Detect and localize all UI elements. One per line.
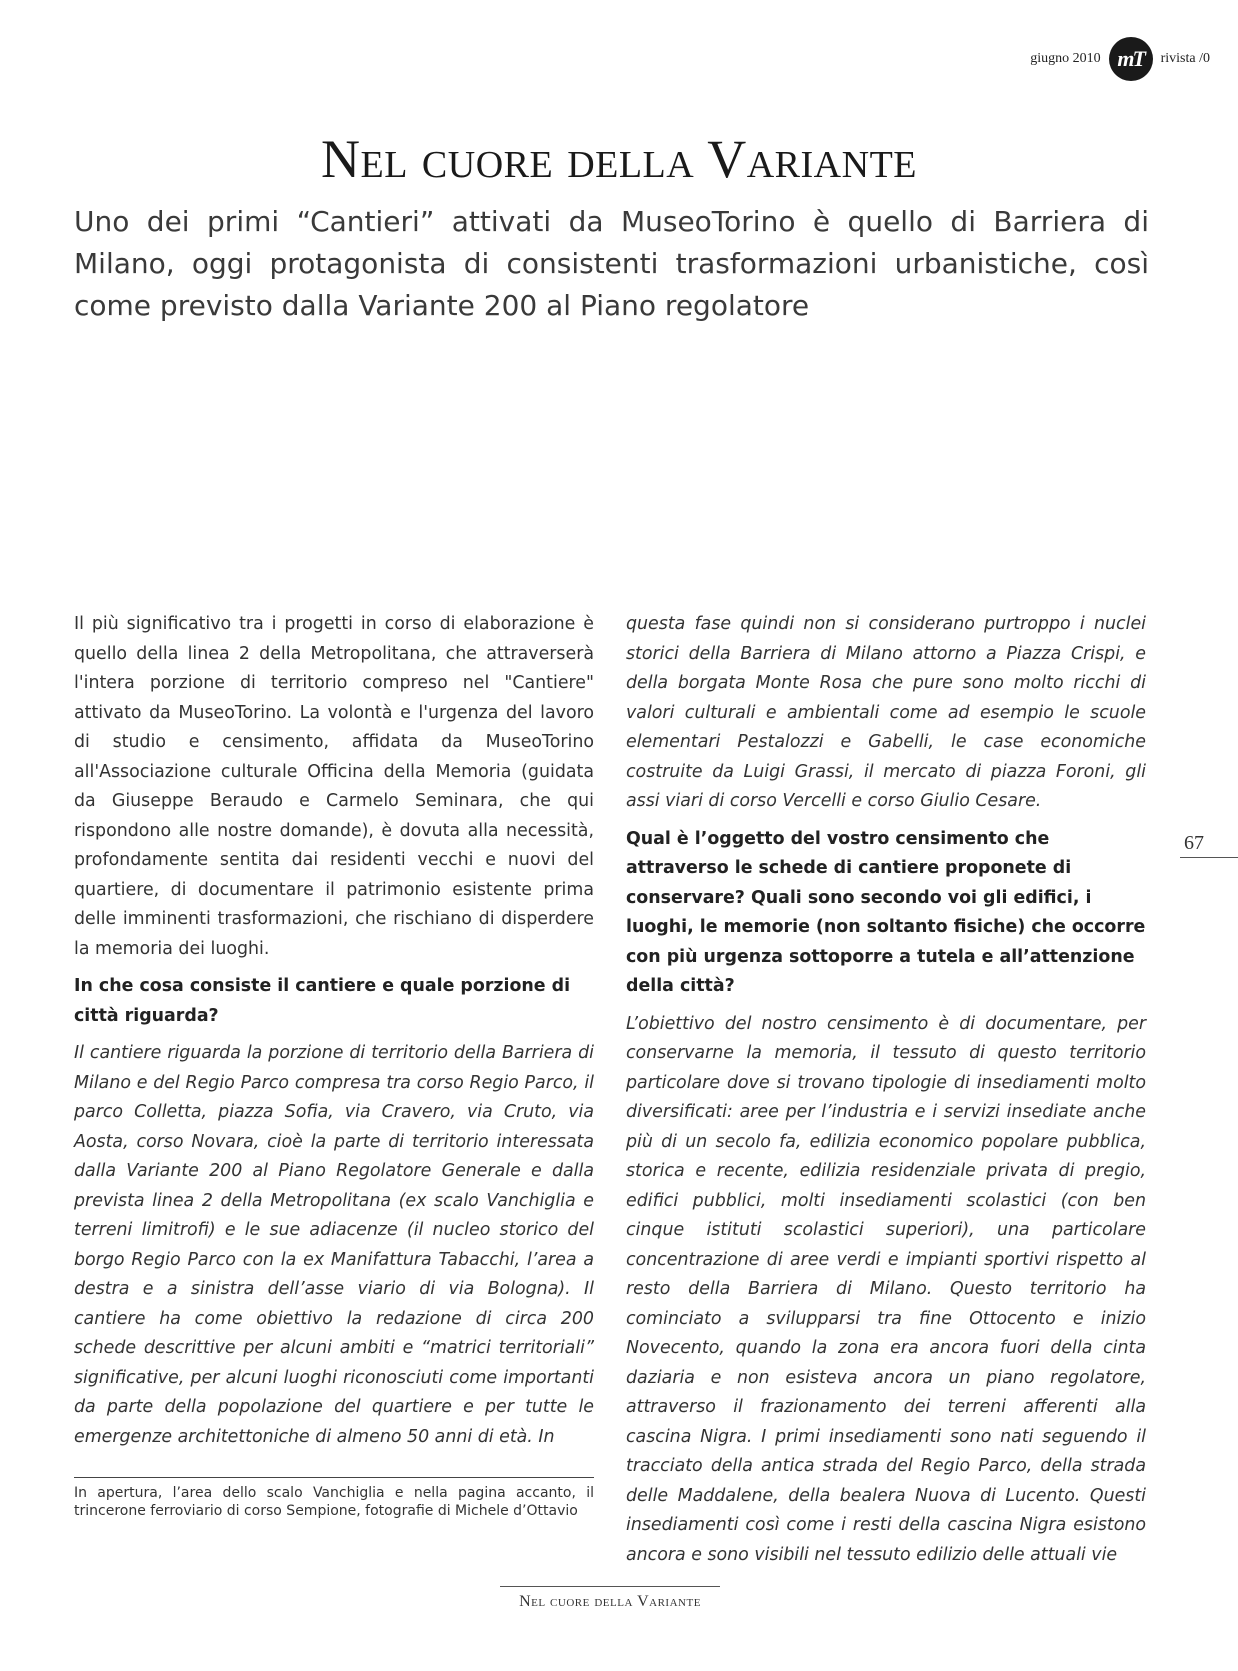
answer-1: Il cantiere riguarda la porzione di territorio della Barriera di Milano e del Regio Parco compresa tra corso Regio Parco, il parco Colletta, piazza Sofia, via Cravero, via Cruto, via Aosta, corso Novara, cioè la parte di territorio interessata dalla Variante 200 al Piano Regolatore Generale e dalla prevista linea 2 della Metropolitana (ex scalo Vanchiglia e terreni limitrofi) e le sue adiacenze (il nucleo storico del borgo Regio Parco con la ex Manifattura Tabacchi, l’area a destra e a sinistra dell’asse viario di via Bologna). Il cantiere ha come obiettivo la redazione di circa 200 schede descrittive per alcuni ambiti e “matrici territoriali” significative, per alcuni luoghi riconosciuti come importanti da parte della popolazione del quartiere e per tutte le emergenze architettoniche di almeno 50 anni di età. In [74, 1043, 594, 1447]
issue-date: giugno 2010 [1030, 51, 1101, 66]
running-footer: Nel cuore della Variante [500, 1586, 720, 1611]
magazine-logo [1109, 37, 1153, 81]
intro-paragraph: Il più significativo tra i progetti in corso di elaborazione è quello della linea 2 della Metropolitana, che attraverserà l'intera porzione di territorio compreso nel "Cantiere" attivato da MuseoTorino. La volontà e l'urgenza del lavoro di studio e censimento, affidata da MuseoTorino all'Associazione culturale Officina della Memoria (guidata da Giuseppe Beraudo e Carmelo Seminara, che qui rispondono alle nostre domande), è dovuta alla necessità, profondamente sentita dai residenti vecchi e nuovi del quartiere, di documentare il patrimonio esistente prima delle imminenti trasformazioni, che rischiano di disperdere la memoria dei luoghi. [74, 614, 594, 959]
photo-caption: In apertura, l’area dello scalo Vanchiglia e nella pagina accanto, il trincerone ferroviario di corso Sempione, fotografie di Michele d’Ottavio [74, 1477, 594, 1520]
answer-2: L’obiettivo del nostro censimento è di documentare, per conservarne la memoria, il tessuto di questo territorio particolare dove si trovano tipologie di insediamenti molto diversificati: aree per l’industria e i servizi insediate anche più di un secolo fa, edilizia economico popolare pubblica, storica e recente, edilizia residenziale privata di pregio, edifici pubblici, molti insediamenti scolastici (con ben cinque istituti scolastici superiori), una particolare concentrazione di aree verdi e impianti sportivi rispetto al resto della Barriera di Milano. Questo territorio ha cominciato a svilupparsi tra fine Ottocento e inizio Novecento, quando la zona era ancora fuori della cinta daziaria e non esisteva ancora un piano regolatore, attraverso il frazionamento dei terreni afferenti alla cascina Nigra. I primi insediamenti sono nati seguendo il tracciato della antica strada del Regio Parco, della strada delle Maddalene, della bealera Nuova di Lucento. Questi insediamenti così come i resti della cascina Nigra esistono ancora e sono visibili nel tessuto edilizio delle attuali vie [626, 1013, 1146, 1565]
question-1: In che cosa consiste il cantiere e quale porzione di città riguarda? [74, 976, 571, 1026]
page-header [1030, 36, 1210, 82]
issue-number: rivista /0 [1160, 51, 1210, 66]
answer-1-continued: questa fase quindi non si considerano purtroppo i nuclei storici della Barriera di Milano attorno a Piazza Crispi, e della borgata Monte Rosa che pure sono molto ricchi di valori culturali e ambientali come ad esempio le scuole elementari Pestalozzi e Gabelli, le case economiche costruite da Luigi Grassi, il mercato di piazza Foroni, gli assi viari di corso Vercelli e corso Giulio Cesare. [626, 614, 1146, 811]
logo-text: mT [1117, 46, 1144, 71]
right-column [626, 610, 1146, 1578]
left-column [74, 610, 594, 1460]
question-2: Qual è l’oggetto del vostro censimento che attraverso le schede di cantiere proponete di conservare? Quali sono secondo voi gli edifici, i luoghi, le memorie (non soltanto fisiche) che occorre con più urgenza sottoporre a tutela e all’attenzione della città? [626, 828, 1146, 996]
page-number: 67 [1180, 832, 1238, 858]
article-title: Nel cuore della Variante [320, 129, 917, 189]
article-subtitle: Uno dei primi “Cantieri” attivati da MuseoTorino è quello di Barriera di Milano, oggi protagonista di consistenti trasformazioni urbanistiche, così come previsto dalla Variante 200 al Piano regolatore [74, 205, 1149, 322]
